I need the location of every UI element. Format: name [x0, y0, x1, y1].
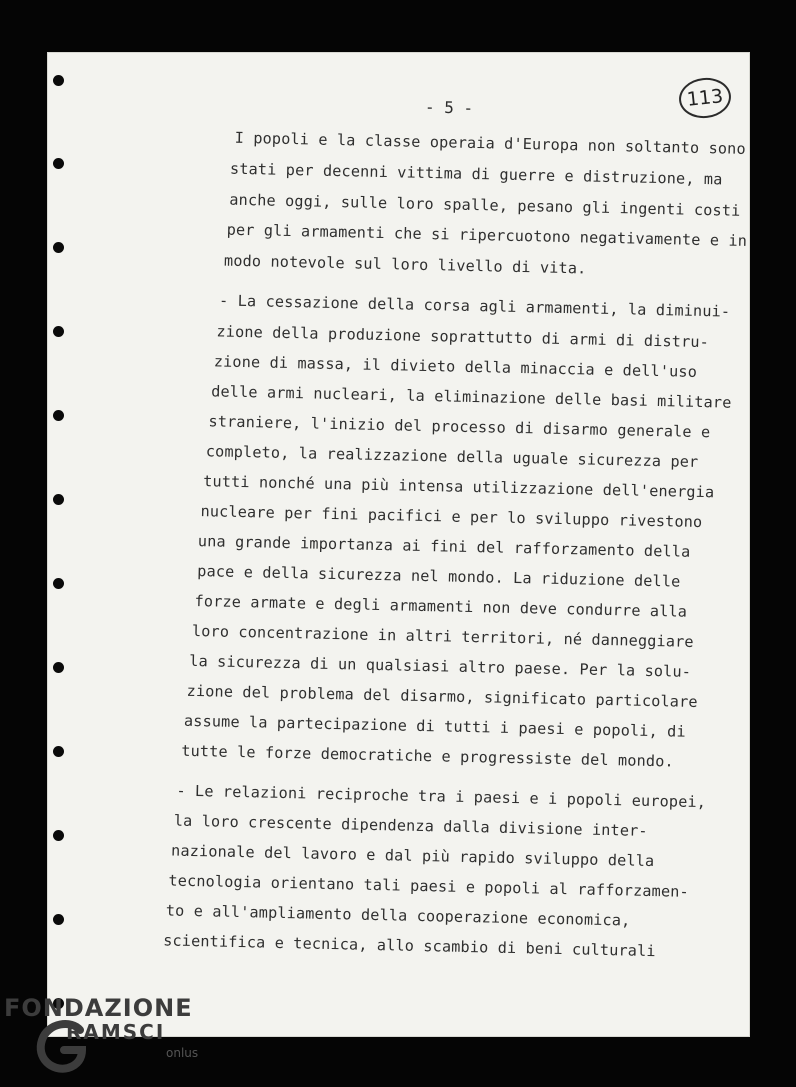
text-line: una grande importanza ai fini del rafforzamento della	[197, 532, 691, 561]
text-line: modo notevole sul loro livello di vita.	[223, 251, 587, 278]
text-line: tecnologia orientano tali paesi e popoli al rafforzamen-	[168, 871, 690, 901]
text-line: la loro crescente dipendenza dalla divisione inter-	[173, 811, 648, 840]
text-line: nazionale del lavoro e dal più rapido sviluppo della	[170, 841, 655, 871]
text-line: to e all'ampliamento della cooperazione economica,	[165, 901, 631, 930]
text-line: per gli armamenti che si ripercuotono negativamente e in	[226, 220, 748, 250]
text-line: zione di massa, il divieto della minaccia e dell'uso	[213, 352, 698, 381]
text-line: nucleare per fini pacifici e per lo sviluppo rivestono	[200, 502, 703, 532]
text-line: completo, la realizzazione della uguale sicurezza per	[205, 442, 699, 471]
text-line: I popoli e la classe operaia d'Europa non soltanto sono	[234, 128, 746, 158]
page-number: - 5 -	[424, 97, 474, 118]
text-line: assume la partecipazione di tutti i paesi e popoli, di	[183, 711, 686, 741]
watermark-title: FONDAZIONE	[4, 994, 193, 1022]
watermark-subtitle: RAMSCI	[66, 1020, 166, 1044]
text-line: pace e della sicurezza nel mondo. La riduzione delle	[197, 562, 681, 591]
text-line: zione del problema del disarmo, significato particolare	[186, 681, 698, 712]
text-line: straniere, l'inizio del processo di disarmo generale e	[208, 412, 711, 442]
handwritten-folio-number: 113	[677, 75, 733, 120]
text-line: - Le relazioni reciproche tra i paesi e i popoli europei,	[176, 781, 707, 812]
text-line: zione della produzione soprattutto di armi di distru-	[216, 322, 710, 352]
watermark-onlus: onlus	[166, 1046, 199, 1060]
text-line: la sicurezza di un qualsiasi altro paese. Per la solu-	[189, 651, 692, 681]
text-line: tutte le forze democratiche e progressiste del mondo.	[181, 741, 674, 771]
text-line: loro concentrazione in altri territori, né danneggiare	[191, 621, 694, 651]
fondazione-gramsci-watermark	[4, 994, 204, 1074]
text-line: scientifica e tecnica, allo scambio di beni culturali	[162, 931, 656, 961]
text-line: delle armi nucleari, la eliminazione delle basi militare	[210, 382, 732, 412]
text-line: - La cessazione della corsa agli armamenti, la diminui-	[218, 291, 731, 321]
text-line: tutti nonché una più intensa utilizzazione dell'energia	[203, 472, 715, 502]
text-line: forze armate e degli armamenti non deve condurre alla	[194, 592, 688, 621]
text-line: anche oggi, sulle loro spalle, pesano gli ingenti costi	[229, 190, 741, 220]
text-line: stati per decenni vittima di guerre e distruzione, ma	[229, 159, 723, 189]
